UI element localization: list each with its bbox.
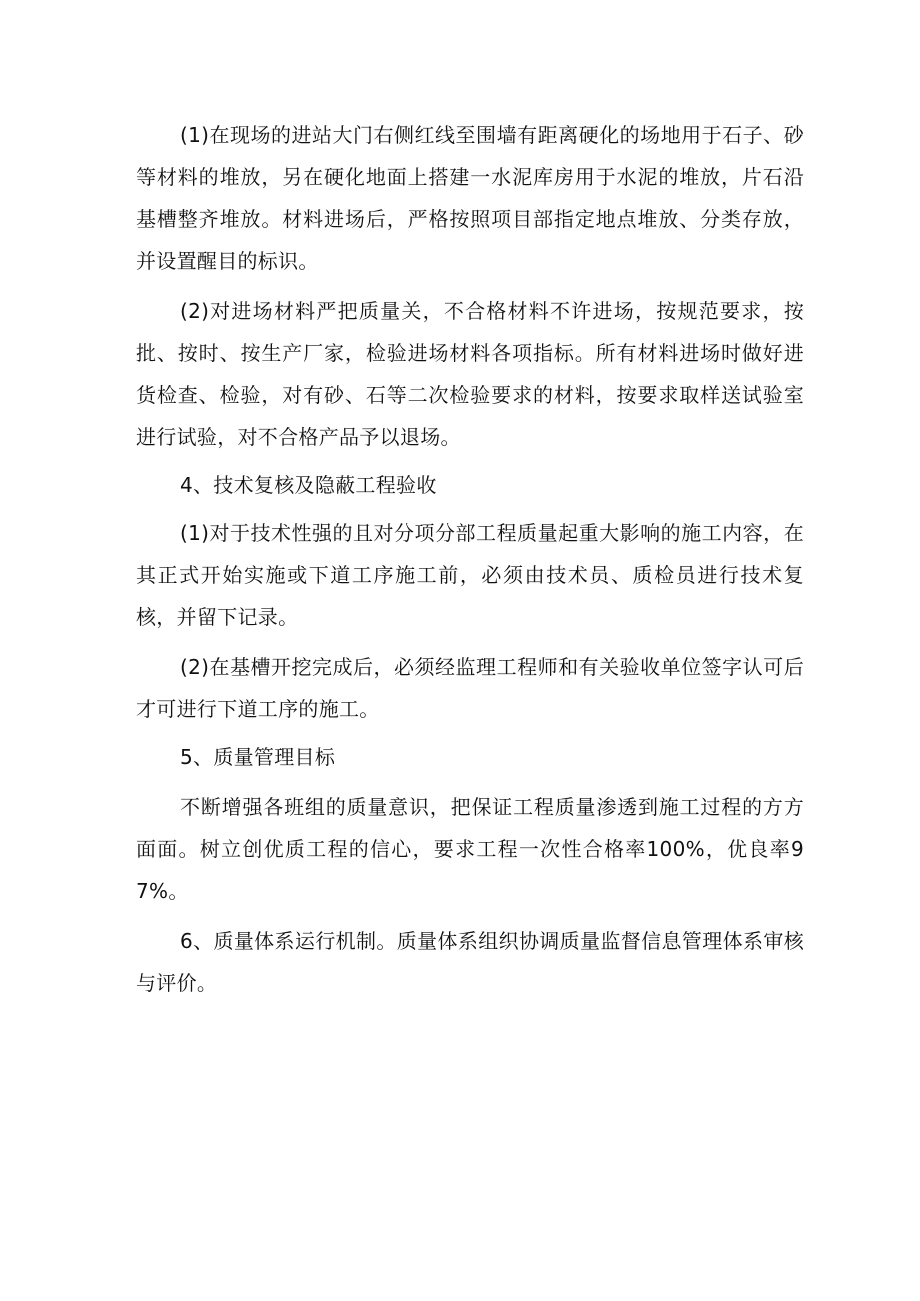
paragraph-material-inspection: (2)对进场材料严把质量关，不合格材料不许进场，按规范要求，按批、按时、按生产厂家，检验进场材料各项指标。所有材料进场时做好进货检查、检验，对有砂、石等二次检验要求的材料，按要求取样送试验室进行试验，对不合格产品予以退场。 [136, 299, 804, 449]
paragraph-technical-review: (1)对于技术性强的且对分项分部工程质量起重大影响的施工内容，在其正式开始实施或下道工序施工前，必须由技术员、质检员进行技术复核，并留下记录。 [136, 521, 804, 629]
paragraph-quality-system: 6、质量体系运行机制。质量体系组织协调质量监督信息管理体系审核与评价。 [136, 929, 804, 995]
section-heading-quality-goals: 5、质量管理目标 [180, 745, 336, 769]
paragraph-quality-goals: 不断增强各班组的质量意识，把保证工程质量渗透到施工过程的方方面面。树立创优质工程的信心，要求工程一次性合格率100%，优良率97%。 [136, 795, 804, 903]
paragraph-foundation-acceptance: (2)在基槽开挖完成后，必须经监理工程师和有关验收单位签字认可后才可进行下道工序的施工。 [136, 655, 804, 721]
section-heading-technical-review: 4、技术复核及隐蔽工程验收 [180, 473, 437, 497]
document-body [136, 114, 804, 1004]
paragraph-material-storage: (1)在现场的进站大门右侧红线至围墙有距离硬化的场地用于石子、砂等材料的堆放，另在硬化地面上搭建一水泥库房用于水泥的堆放，片石沿基槽整齐堆放。材料进场后，严格按照项目部指定地点堆放、分类存放，并设置醒目的标识。 [136, 123, 804, 273]
